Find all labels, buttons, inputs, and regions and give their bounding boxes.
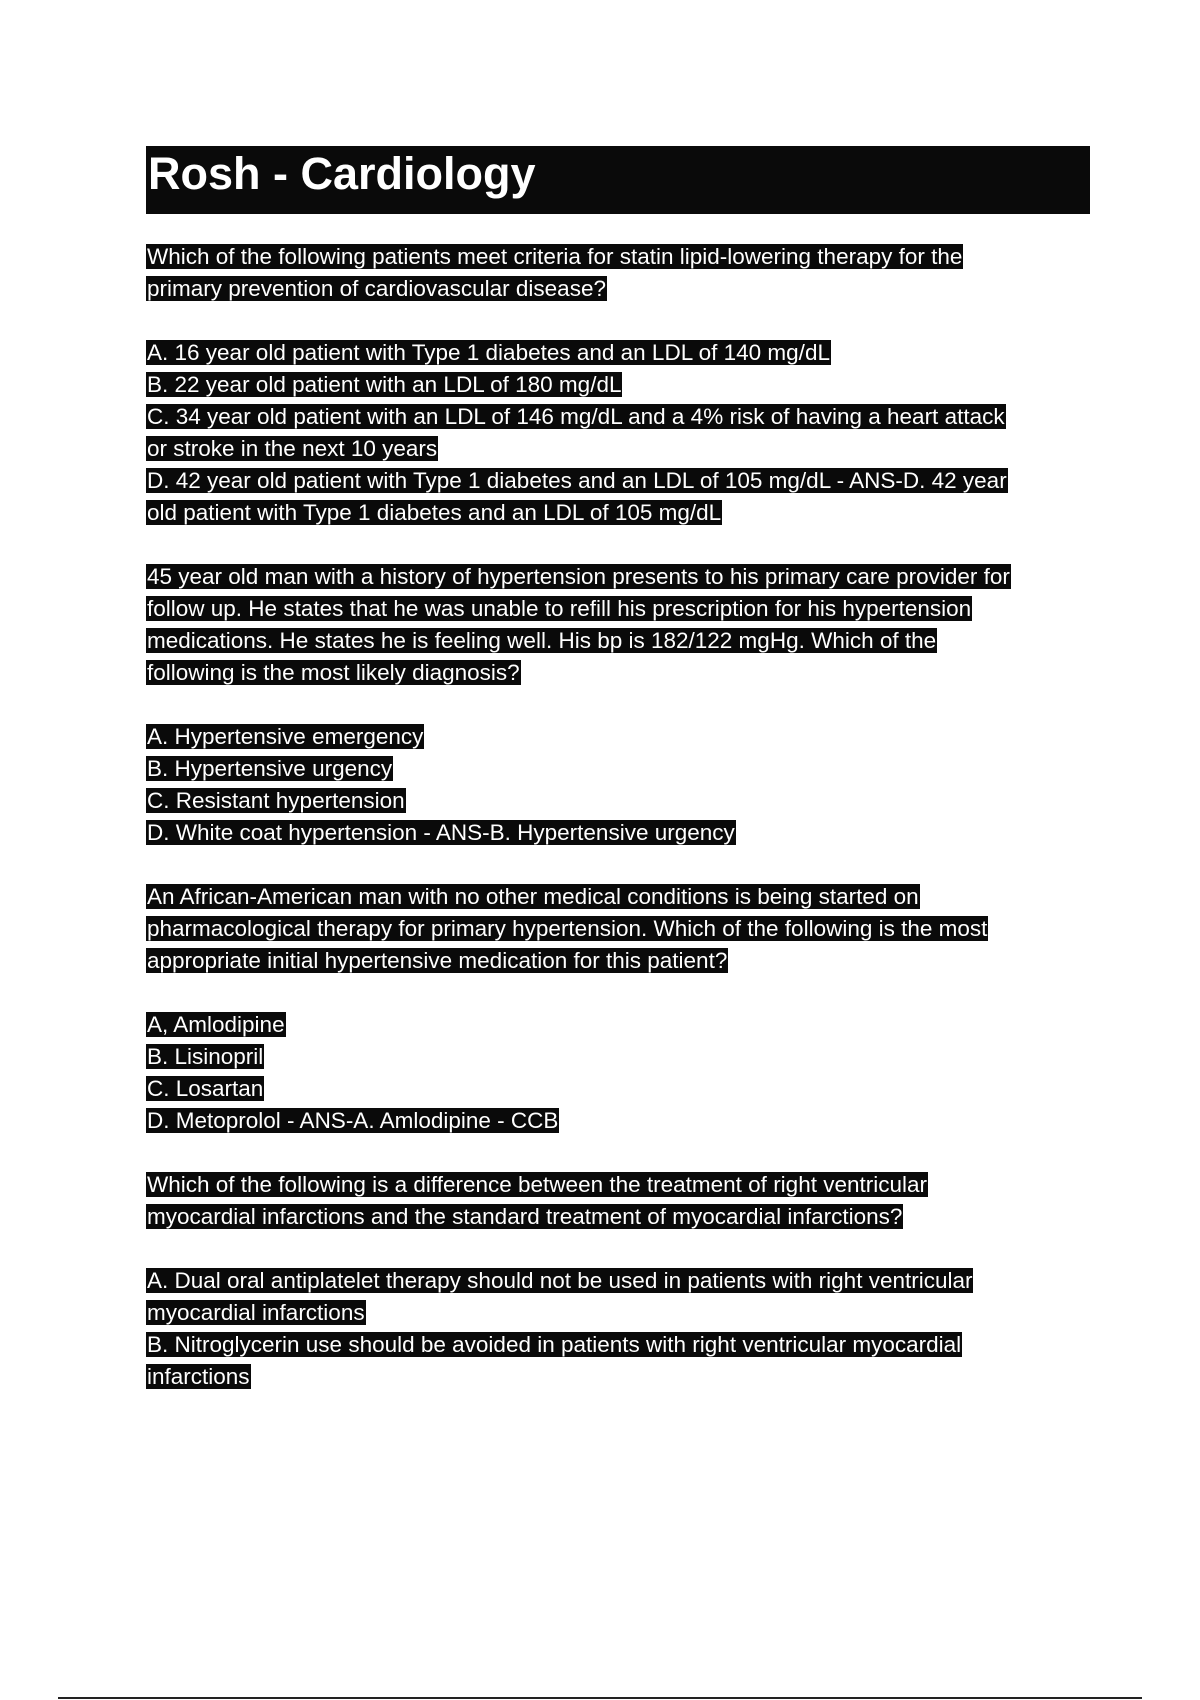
option-line	[146, 1073, 1090, 1105]
stem-text: appropriate initial hypertensive medication for this patient?	[147, 948, 728, 973]
question-4-options	[146, 1265, 1090, 1393]
question-2-options	[146, 721, 1090, 849]
question-4-stem	[146, 1169, 1090, 1233]
stem-line	[146, 913, 1090, 945]
stem-line	[146, 241, 1090, 273]
page-title: Rosh - Cardiology	[146, 146, 1090, 214]
question-1-options	[146, 337, 1090, 529]
option-text: infarctions	[147, 1364, 250, 1389]
stem-line	[146, 593, 1090, 625]
option-line	[146, 465, 1090, 497]
option-line	[146, 1265, 1090, 1297]
option-text: or stroke in the next 10 years	[147, 436, 438, 461]
footer-divider	[58, 1697, 1142, 1699]
option-text: B. Lisinopril	[147, 1044, 264, 1069]
option-text: C. Losartan	[147, 1076, 264, 1101]
stem-line	[146, 561, 1090, 593]
stem-text: pharmacological therapy for primary hypertension. Which of the following is the most	[147, 916, 988, 941]
option-text: myocardial infarctions	[147, 1300, 365, 1325]
stem-line	[146, 881, 1090, 913]
option-text: A. Dual oral antiplatelet therapy should not be used in patients with right ventricular	[147, 1268, 973, 1293]
stem-text: 45 year old man with a history of hypertension presents to his primary care provider for	[147, 564, 1010, 589]
stem-line	[146, 657, 1090, 689]
question-2-stem	[146, 561, 1090, 689]
document-page	[146, 146, 1090, 1425]
option-line	[146, 1297, 1090, 1329]
option-line	[146, 1041, 1090, 1073]
question-3-stem	[146, 881, 1090, 977]
option-line	[146, 1329, 1090, 1361]
option-text: B. Nitroglycerin use should be avoided in patients with right ventricular myocardial	[147, 1332, 962, 1357]
stem-text: myocardial infarctions and the standard treatment of myocardial infarctions?	[147, 1204, 903, 1229]
option-line	[146, 1361, 1090, 1393]
stem-text: medications. He states he is feeling well. His bp is 182/122 mgHg. Which of the	[147, 628, 937, 653]
option-line	[146, 753, 1090, 785]
stem-text: follow up. He states that he was unable to refill his prescription for his hypertension	[147, 596, 972, 621]
option-line	[146, 497, 1090, 529]
stem-text: following is the most likely diagnosis?	[147, 660, 520, 685]
option-text: A. Hypertensive emergency	[147, 724, 424, 749]
option-line	[146, 1009, 1090, 1041]
stem-line	[146, 1201, 1090, 1233]
stem-text: Which of the following is a difference between the treatment of right ventricular	[147, 1172, 927, 1197]
option-text: D. Metoprolol - ANS-A. Amlodipine - CCB	[147, 1108, 559, 1133]
option-text: A. 16 year old patient with Type 1 diabetes and an LDL of 140 mg/dL	[147, 340, 830, 365]
option-text: old patient with Type 1 diabetes and an LDL of 105 mg/dL	[147, 500, 722, 525]
stem-line	[146, 945, 1090, 977]
question-1-stem	[146, 241, 1090, 305]
option-text: A, Amlodipine	[147, 1012, 285, 1037]
question-3-options	[146, 1009, 1090, 1137]
stem-text: An African-American man with no other medical conditions is being started on	[147, 884, 919, 909]
option-line	[146, 433, 1090, 465]
option-line	[146, 1105, 1090, 1137]
stem-text: Which of the following patients meet criteria for statin lipid-lowering therapy for the	[147, 244, 963, 269]
option-text: B. Hypertensive urgency	[147, 756, 393, 781]
option-line	[146, 337, 1090, 369]
stem-line	[146, 1169, 1090, 1201]
option-text: C. Resistant hypertension	[147, 788, 405, 813]
option-line	[146, 817, 1090, 849]
option-line	[146, 721, 1090, 753]
stem-line	[146, 625, 1090, 657]
option-line	[146, 401, 1090, 433]
stem-line	[146, 273, 1090, 305]
option-text: B. 22 year old patient with an LDL of 180 mg/dL	[147, 372, 622, 397]
option-line	[146, 785, 1090, 817]
option-line	[146, 369, 1090, 401]
option-text: D. 42 year old patient with Type 1 diabetes and an LDL of 105 mg/dL - ANS-D. 42 year	[147, 468, 1007, 493]
option-text: C. 34 year old patient with an LDL of 146 mg/dL and a 4% risk of having a heart attack	[147, 404, 1005, 429]
stem-text: primary prevention of cardiovascular disease?	[147, 276, 606, 301]
option-text: D. White coat hypertension - ANS-B. Hypertensive urgency	[147, 820, 735, 845]
